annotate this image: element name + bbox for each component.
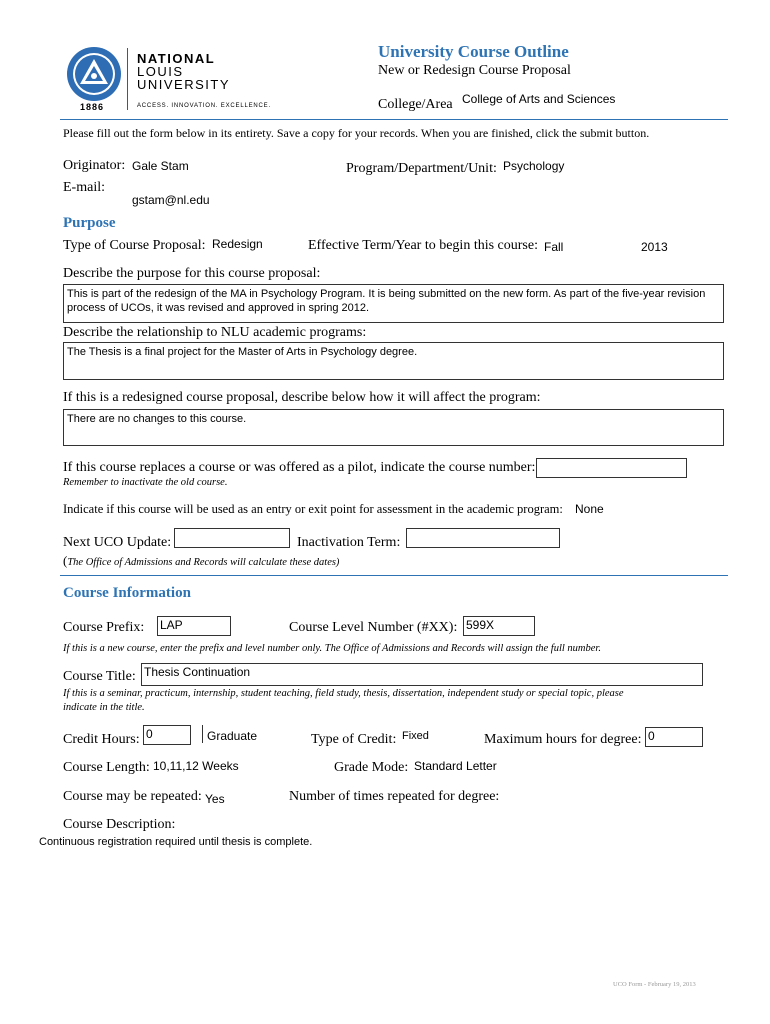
dates-note-paren: ( — [63, 553, 68, 568]
replaces-course-label: If this course replaces a course or was offered as a pilot, indicate the course number: — [63, 460, 536, 475]
level-type-field[interactable]: Graduate — [207, 729, 258, 743]
instructions: Please fill out the form below in its entirety. Save a copy for your records. When you are finished, click the submit button. — [63, 126, 650, 140]
credit-type-label: Type of Credit: — [311, 732, 397, 747]
form-subtitle: New or Redesign Course Proposal — [378, 63, 571, 78]
logo-tagline: ACCESS. INNOVATION. EXCELLENCE. — [137, 103, 271, 109]
credit-hours-input[interactable]: 0 — [143, 725, 191, 745]
redesign-effect-label: If this is a redesigned course proposal, describe below how it will affect the program: — [63, 390, 541, 405]
max-hours-label: Maximum hours for degree: — [484, 732, 642, 747]
replaces-course-input[interactable] — [536, 458, 687, 478]
effective-term-field[interactable]: Fall — [544, 240, 564, 254]
relationship-label: Describe the relationship to NLU academic programs: — [63, 325, 367, 340]
course-info-heading: Course Information — [63, 585, 191, 601]
seal-icon — [66, 46, 122, 102]
logo-name-line2: LOUIS — [137, 64, 184, 79]
credit-hours-label: Credit Hours: — [63, 732, 140, 747]
repeat-field[interactable]: Yes — [205, 792, 225, 806]
originator-field[interactable]: Gale Stam — [132, 159, 189, 173]
course-description-field[interactable]: Continuous registration required until thesis is complete. — [39, 836, 313, 848]
email-label: E-mail: — [63, 180, 105, 195]
describe-purpose-textarea[interactable] — [63, 284, 724, 323]
section-rule — [60, 575, 728, 576]
course-level-input[interactable]: 599X — [463, 616, 535, 636]
credit-type-field[interactable]: Fixed — [402, 730, 429, 742]
level-type-bar — [202, 725, 203, 743]
inactivation-term-label: Inactivation Term: — [297, 535, 401, 550]
university-seal — [66, 46, 122, 102]
assessment-label: Indicate if this course will be used as an entry or exit point for assessment in the academic program: — [63, 502, 563, 516]
grade-mode-label: Grade Mode: — [334, 760, 409, 775]
effective-term-label: Effective Term/Year to begin this course: — [308, 238, 538, 253]
relationship-textarea[interactable] — [63, 342, 724, 380]
repeat-times-field[interactable] — [505, 790, 585, 806]
max-hours-input[interactable]: 0 — [645, 727, 703, 747]
dates-note — [63, 552, 339, 570]
grade-mode-field[interactable]: Standard Letter — [414, 759, 497, 773]
repeat-label: Course may be repeated: — [63, 789, 202, 804]
next-uco-label: Next UCO Update: — [63, 535, 172, 550]
relationship-text: The Thesis is a final project for the Master of Arts in Psychology degree. — [67, 346, 418, 358]
course-prefix-input[interactable]: LAP — [157, 616, 231, 636]
inactivation-term-input[interactable] — [406, 528, 560, 548]
footer-text: UCO Form - February 19, 2013 — [613, 981, 696, 988]
header-rule — [60, 119, 728, 120]
originator-label: Originator: — [63, 158, 126, 173]
describe-purpose-label: Describe the purpose for this course proposal: — [63, 266, 321, 281]
email-field[interactable]: gstam@nl.edu — [132, 193, 210, 207]
next-uco-input[interactable] — [174, 528, 290, 548]
course-title-label: Course Title: — [63, 669, 136, 684]
form-title: University Course Outline — [378, 42, 569, 61]
assessment-field[interactable]: None — [575, 502, 604, 516]
new-course-note: If this is a new course, enter the prefix and level number only. The Office of Admissions and Records will assign the full number. — [63, 643, 601, 654]
replaces-course-note: Remember to inactivate the old course. — [63, 477, 228, 488]
course-title-note-line1: If this is a seminar, practicum, internship, student teaching, field study, thesis, dissertation, independent study or special topic, please — [63, 688, 624, 699]
course-length-field[interactable]: 10,11,12 Weeks — [153, 759, 239, 773]
proposal-type-label: Type of Course Proposal: — [63, 238, 206, 253]
describe-purpose-text: This is part of the redesign of the MA in Psychology Program. It is being submitted on the new form. As part of the five-year revision process of UCOs, it was revised and approved in spring 2012. — [67, 288, 706, 314]
college-field[interactable]: College of Arts and Sciences — [462, 92, 616, 106]
course-title-input[interactable]: Thesis Continuation — [141, 663, 703, 686]
course-level-label: Course Level Number (#XX): — [289, 620, 458, 635]
effective-year-field[interactable]: 2013 — [641, 240, 668, 254]
program-label: Program/Department/Unit: — [346, 161, 497, 176]
proposal-type-field[interactable]: Redesign — [212, 237, 263, 251]
logo-year: 1886 — [80, 102, 105, 112]
course-length-label: Course Length: — [63, 760, 150, 775]
redesign-effect-text: There are no changes to this course. — [67, 413, 247, 425]
repeat-times-label: Number of times repeated for degree: — [289, 789, 500, 804]
logo-divider — [127, 48, 128, 110]
program-field[interactable]: Psychology — [503, 159, 565, 173]
logo-name-line3: UNIVERSITY — [137, 77, 231, 92]
course-title-note-line2: indicate in the title. — [63, 702, 145, 713]
logo-name-line1: NATIONAL — [137, 51, 216, 66]
purpose-heading: Purpose — [63, 215, 116, 231]
course-prefix-label: Course Prefix: — [63, 620, 145, 635]
college-label: College/Area — [378, 97, 453, 112]
course-description-label: Course Description: — [63, 817, 176, 832]
dates-note-text: The Office of Admissions and Records will calculate these dates) — [67, 557, 340, 568]
redesign-effect-textarea[interactable] — [63, 409, 724, 446]
